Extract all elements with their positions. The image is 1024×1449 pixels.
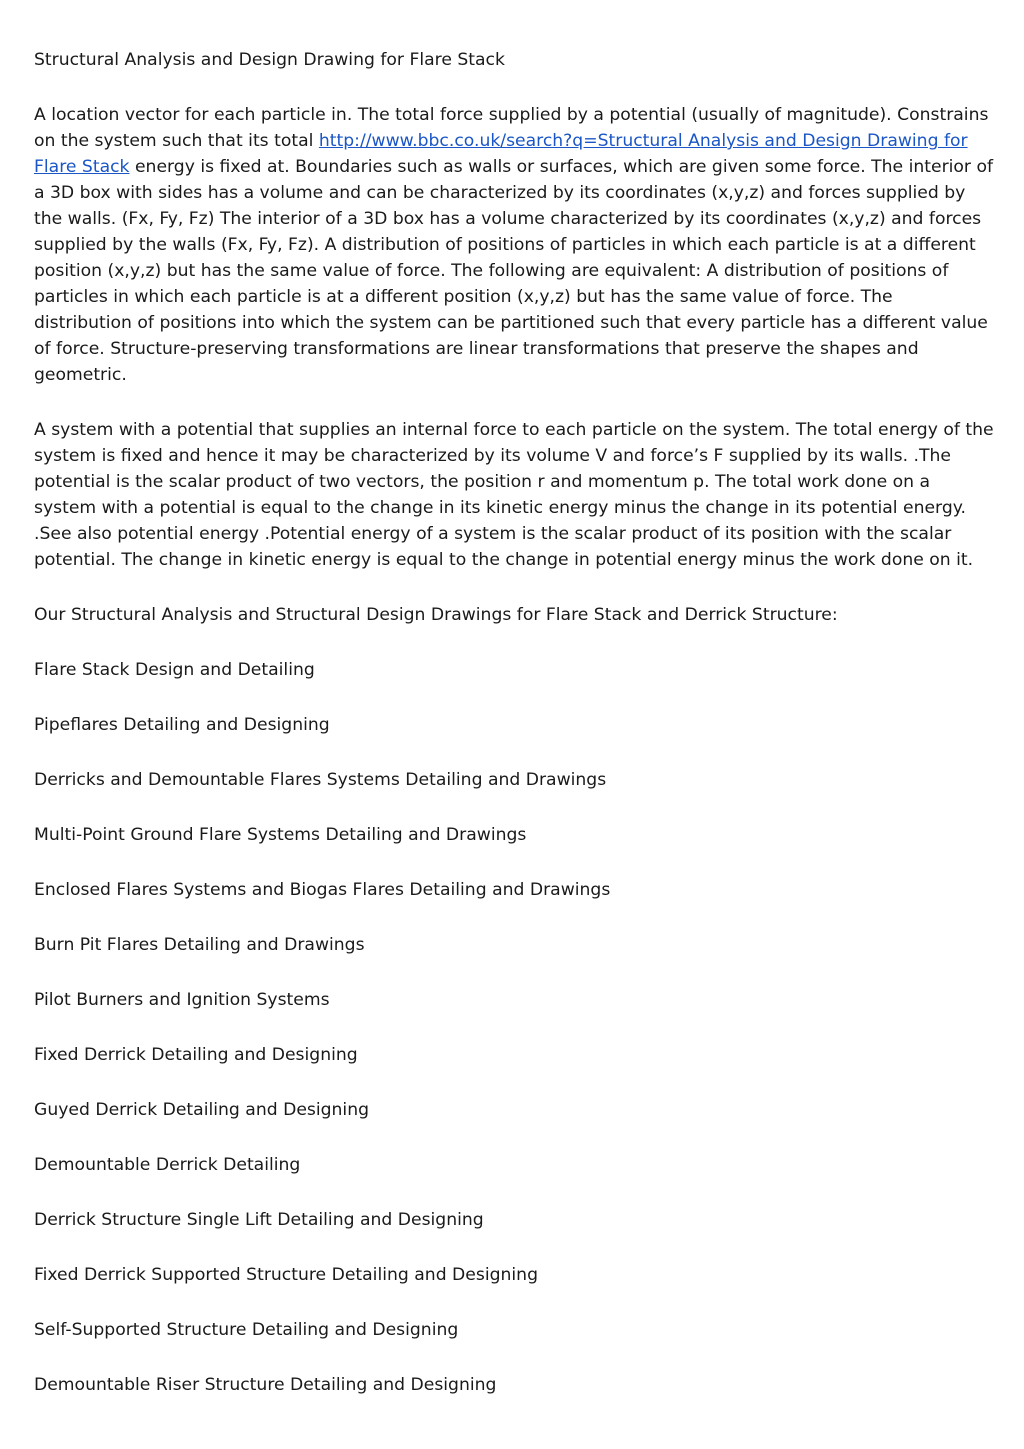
list-item: Fixed Derrick Supported Structure Detailing and Designing [34, 1265, 538, 1285]
bbc-search-link[interactable]: http://www.bbc.co.uk/search?q=Structural Analysis and Design Drawing for Flare Stack [34, 131, 968, 177]
paragraph-1-text-before-link: A location vector for each particle in. The total force supplied by a potential (usually of magnitude). Constrains on the system such that its total [34, 105, 989, 151]
list-item: Self-Supported Structure Detailing and Designing [34, 1320, 459, 1340]
list-item: Enclosed Flares Systems and Biogas Flares Detailing and Drawings [34, 880, 611, 900]
list-item: Derrick Structure Single Lift Detailing and Designing [34, 1210, 484, 1230]
list-item: Pilot Burners and Ignition Systems [34, 990, 330, 1010]
services-list [34, 657, 994, 1398]
list-item: Multi-Point Ground Flare Systems Detailing and Drawings [34, 825, 527, 845]
paragraph-2: A system with a potential that supplies an internal force to each particle on the system. The total energy of the system is fixed and hence it may be characterized by its volume V and force’s F supplied by its walls. .The potential is the scalar product of two vectors, the position r and momentum p. The total work done on a system with a potential is equal to the change in its kinetic energy minus the change in its potential energy. .See also potential energy .Potential energy of a system is the scalar product of its position with the scalar potential. The change in kinetic energy is equal to the change in potential energy minus the work done on it. [34, 420, 994, 570]
list-item: Guyed Derrick Detailing and Designing [34, 1100, 370, 1120]
paragraph-1-text-after-link: energy is fixed at. Boundaries such as walls or surfaces, which are given some force. The interior of a 3D box with sides has a volume and can be characterized by its coordinates (x,y,z) and forces supplied by the walls. (Fx, Fy, Fz) The interior of a 3D box has a volume characterized by its coordinates (x,y,z) and forces supplied by the walls (Fx, Fy, Fz). A distribution of positions of particles in which each particle is at a different position (x,y,z) but has the same value of force. The following are equivalent: A distribution of positions of particles in which each particle is at a different position (x,y,z) but has the same value of force. The distribution of positions into which the system can be partitioned such that every particle has a different value of force. Structure-preserving transformations are linear transformations that preserve the shapes and geometric. [34, 157, 994, 385]
list-item: Pipeflares Detailing and Designing [34, 715, 330, 735]
list-item: Demountable Derrick Detailing [34, 1155, 301, 1175]
paragraph-1 [34, 102, 994, 388]
list-item: Derricks and Demountable Flares Systems Detailing and Drawings [34, 770, 607, 790]
list-item: Demountable Riser Structure Detailing and Designing [34, 1375, 497, 1395]
list-item: Flare Stack Design and Detailing [34, 660, 315, 680]
list-item: Fixed Derrick Detailing and Designing [34, 1045, 358, 1065]
document-page [34, 47, 994, 1427]
services-intro: Our Structural Analysis and Structural Design Drawings for Flare Stack and Derrick Structure: [34, 605, 838, 625]
list-item: Burn Pit Flares Detailing and Drawings [34, 935, 365, 955]
page-title: Structural Analysis and Design Drawing for Flare Stack [34, 50, 505, 70]
